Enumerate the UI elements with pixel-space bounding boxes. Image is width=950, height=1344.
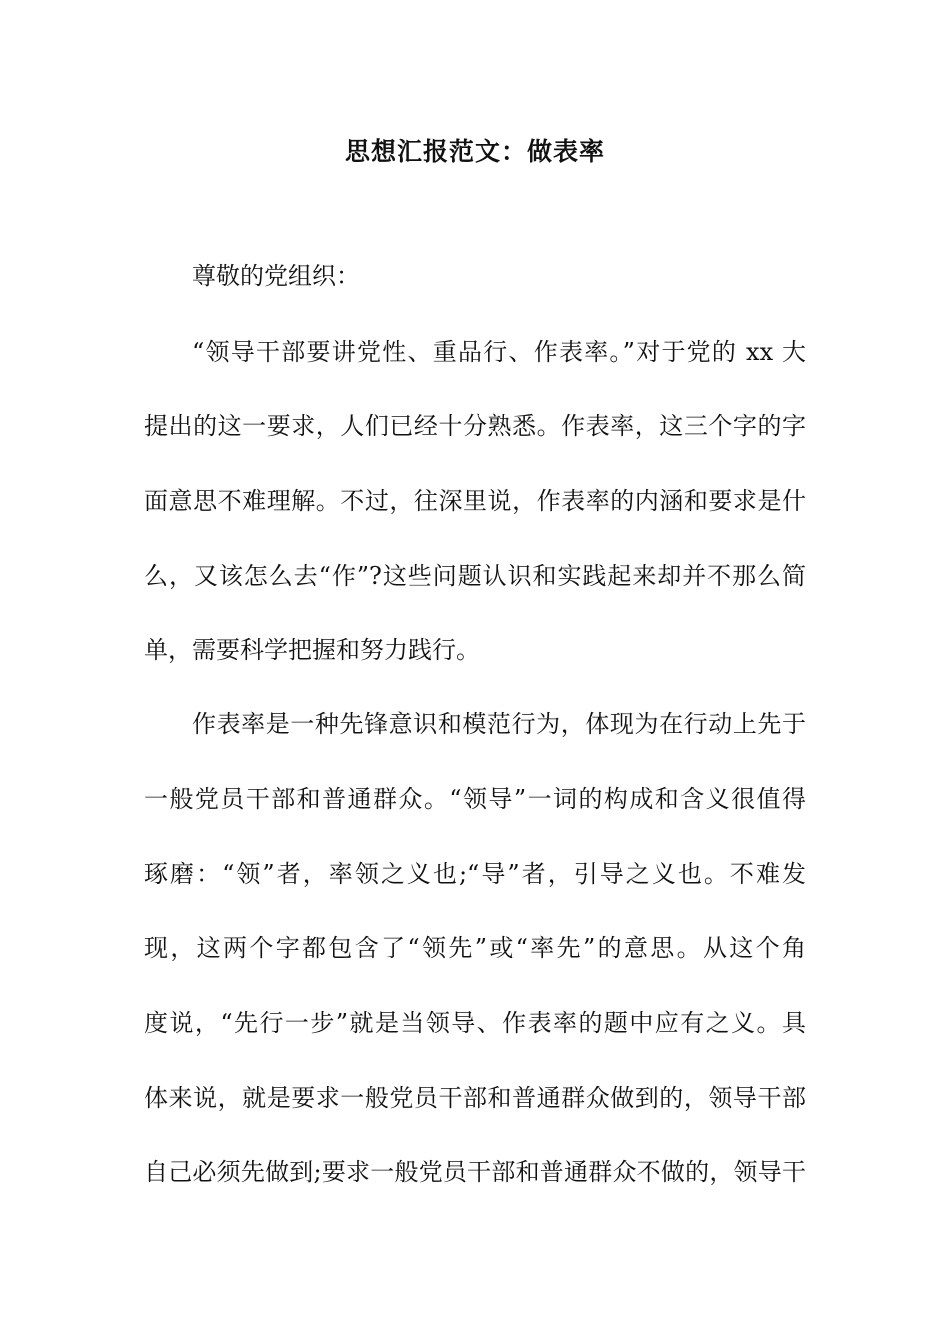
paragraph-1-line: 提出的这一要求，人们已经十分熟悉。作表率，这三个字的字	[144, 412, 806, 440]
paragraph-2-line: 度说，“先行一步”就是当领导、作表率的题中应有之义。具	[144, 1009, 806, 1037]
paragraph-2-line: 体来说，就是要求一般党员干部和普通群众做到的，领导干部	[144, 1084, 806, 1112]
paragraph-1-line: “领导干部要讲党性、重品行、作表率。”对于党的 xx 大	[192, 338, 806, 366]
salutation: 尊敬的党组织：	[192, 262, 360, 290]
paragraph-2-line: 现，这两个字都包含了“领先”或“率先”的意思。从这个角	[144, 934, 806, 962]
paragraph-2-line: 一般党员干部和普通群众。“领导”一词的构成和含义很值得	[144, 785, 806, 813]
document-title: 思想汇报范文：做表率	[344, 137, 605, 166]
paragraph-1-line: 单，需要科学把握和努力践行。	[144, 636, 480, 664]
paragraph-1-line: 面意思不难理解。不过，往深里说，作表率的内涵和要求是什	[144, 487, 806, 515]
paragraph-2-line: 自己必须先做到;要求一般党员干部和普通群众不做的，领导干	[144, 1158, 806, 1186]
paragraph-1-line: 么，又该怎么去“作”?这些问题认识和实践起来却并不那么简	[144, 562, 806, 590]
paragraph-2-line: 琢磨：“领”者，率领之义也;“导”者，引导之义也。不难发	[144, 860, 806, 888]
paragraph-2-line: 作表率是一种先锋意识和模范行为，体现为在行动上先于	[192, 710, 806, 738]
